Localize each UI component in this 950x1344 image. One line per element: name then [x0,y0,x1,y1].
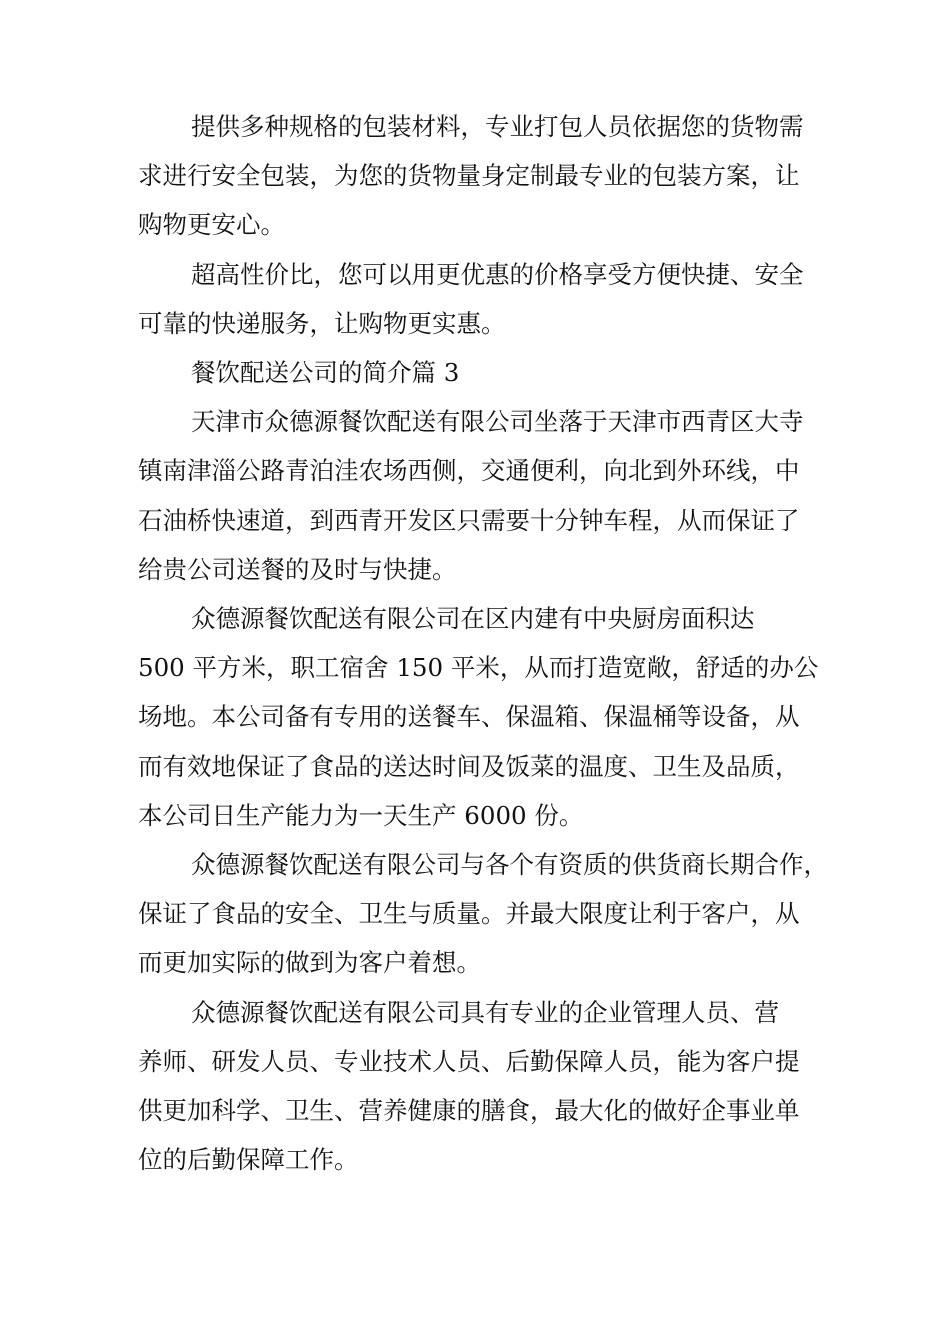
text-line: 天津市众德源餐饮配送有限公司坐落于天津市西青区大寺 [191,407,804,437]
paragraph-suppliers [138,840,838,988]
heading-line: 餐饮配送公司的简介篇 3 [191,358,460,388]
text-line: 众德源餐饮配送有限公司在区内建有中央厨房面积达 [191,604,755,634]
text-line: 购物更安心。 [138,210,285,240]
text-line: 超高性价比，您可以用更优惠的价格享受方便快捷、安全 [191,259,804,289]
section-heading [138,348,838,397]
text-line: 镇南津淄公路青泊洼农场西侧，交通便利，向北到外环线，中 [138,456,800,486]
document-body [138,102,838,1184]
text-line: 众德源餐饮配送有限公司具有专业的企业管理人员、营 [191,997,779,1027]
text-line: 保证了食品的安全、卫生与质量。并最大限度让利于客户，从 [138,899,800,929]
text-line: 可靠的快递服务，让购物更实惠。 [138,308,506,338]
paragraph-location [138,397,838,594]
paragraph-staff [138,988,838,1185]
text-line: 本公司日生产能力为一天生产 6000 份。 [138,800,584,830]
text-line: 养师、研发人员、专业技术人员、后勤保障人员，能为客户提 [138,1046,800,1076]
text-line: 场地。本公司备有专用的送餐车、保温箱、保温桶等设备，从 [138,702,800,732]
text-line: 众德源餐饮配送有限公司与各个有资质的供货商长期合作， [191,850,828,880]
paragraph-facilities [138,594,838,840]
text-line: 500 平方米，职工宿舍 150 平米，从而打造宽敞，舒适的办公 [138,653,819,683]
text-line: 而更加实际的做到为客户着想。 [138,948,481,978]
paragraph-packaging [138,102,838,250]
text-line: 求进行安全包装，为您的货物量身定制最专业的包装方案，让 [138,161,800,191]
text-line: 给贵公司送餐的及时与快捷。 [138,554,457,584]
text-line: 提供多种规格的包装材料，专业打包人员依据您的货物需 [191,112,804,141]
text-line: 供更加科学、卫生、营养健康的膳食，最大化的做好企事业单 [138,1096,800,1126]
paragraph-value [138,250,838,348]
text-line: 而有效地保证了食品的送达时间及饭菜的温度、卫生及品质， [138,751,800,781]
text-line: 位的后勤保障工作。 [138,1145,359,1175]
text-line: 石油桥快速道，到西青开发区只需要十分钟车程，从而保证了 [138,505,800,535]
